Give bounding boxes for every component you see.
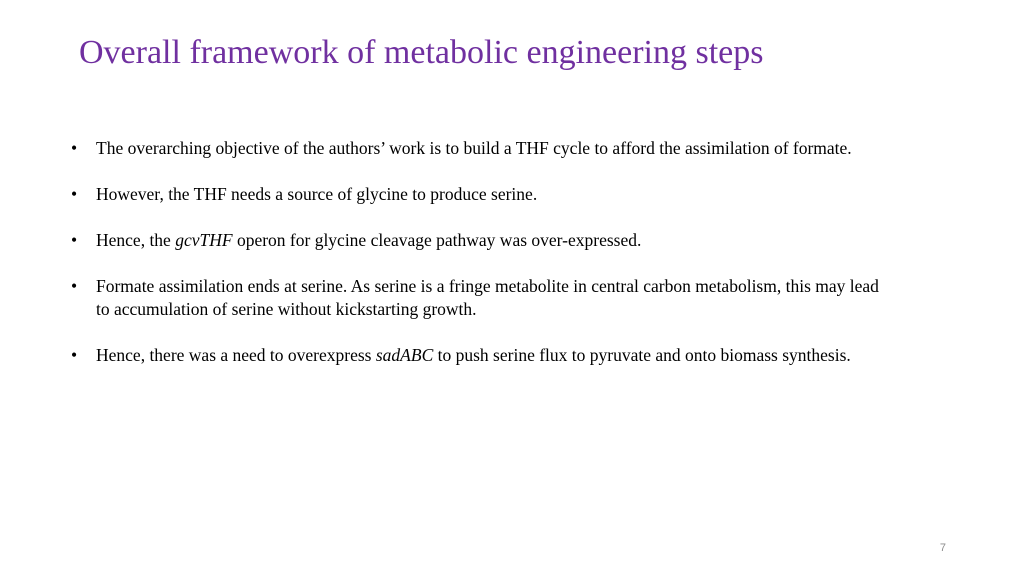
bullet-text: The overarching objective of the authors’ work is to build a THF cycle to afford the assimilation of formate.: [96, 138, 852, 158]
bullet-item: [71, 344, 891, 367]
bullet-item: [71, 229, 891, 252]
slide-title: Overall framework of metabolic engineering steps: [79, 34, 764, 71]
bullet-text: However, the THF needs a source of glycine to produce serine.: [96, 184, 538, 204]
bullet-text-after: operon for glycine cleavage pathway was over-expressed.: [232, 230, 642, 250]
bullet-list: [71, 137, 891, 390]
bullet-dot-icon: •: [71, 276, 78, 296]
bullet-dot-icon: •: [71, 184, 78, 204]
bullet-dot-icon: •: [71, 345, 78, 365]
bullet-text-after: to push serine flux to pyruvate and onto biomass synthesis.: [433, 345, 851, 365]
gene-name-italic: gcvTHF: [175, 230, 233, 250]
bullet-item: [71, 137, 891, 160]
bullet-item: [71, 275, 891, 321]
slide-number: 7: [939, 542, 946, 554]
bullet-dot-icon: •: [71, 230, 78, 250]
bullet-dot-icon: •: [71, 138, 78, 158]
bullet-text: Formate assimilation ends at serine. As serine is a fringe metabolite in central carbon metabolism, this may lead to accumulation of serine without kickstarting growth.: [96, 276, 879, 319]
bullet-text-before: Hence, there was a need to overexpress: [96, 345, 376, 365]
bullet-item: [71, 183, 891, 206]
bullet-text-before: Hence, the: [96, 230, 176, 250]
gene-name-italic: sadABC: [375, 345, 434, 365]
